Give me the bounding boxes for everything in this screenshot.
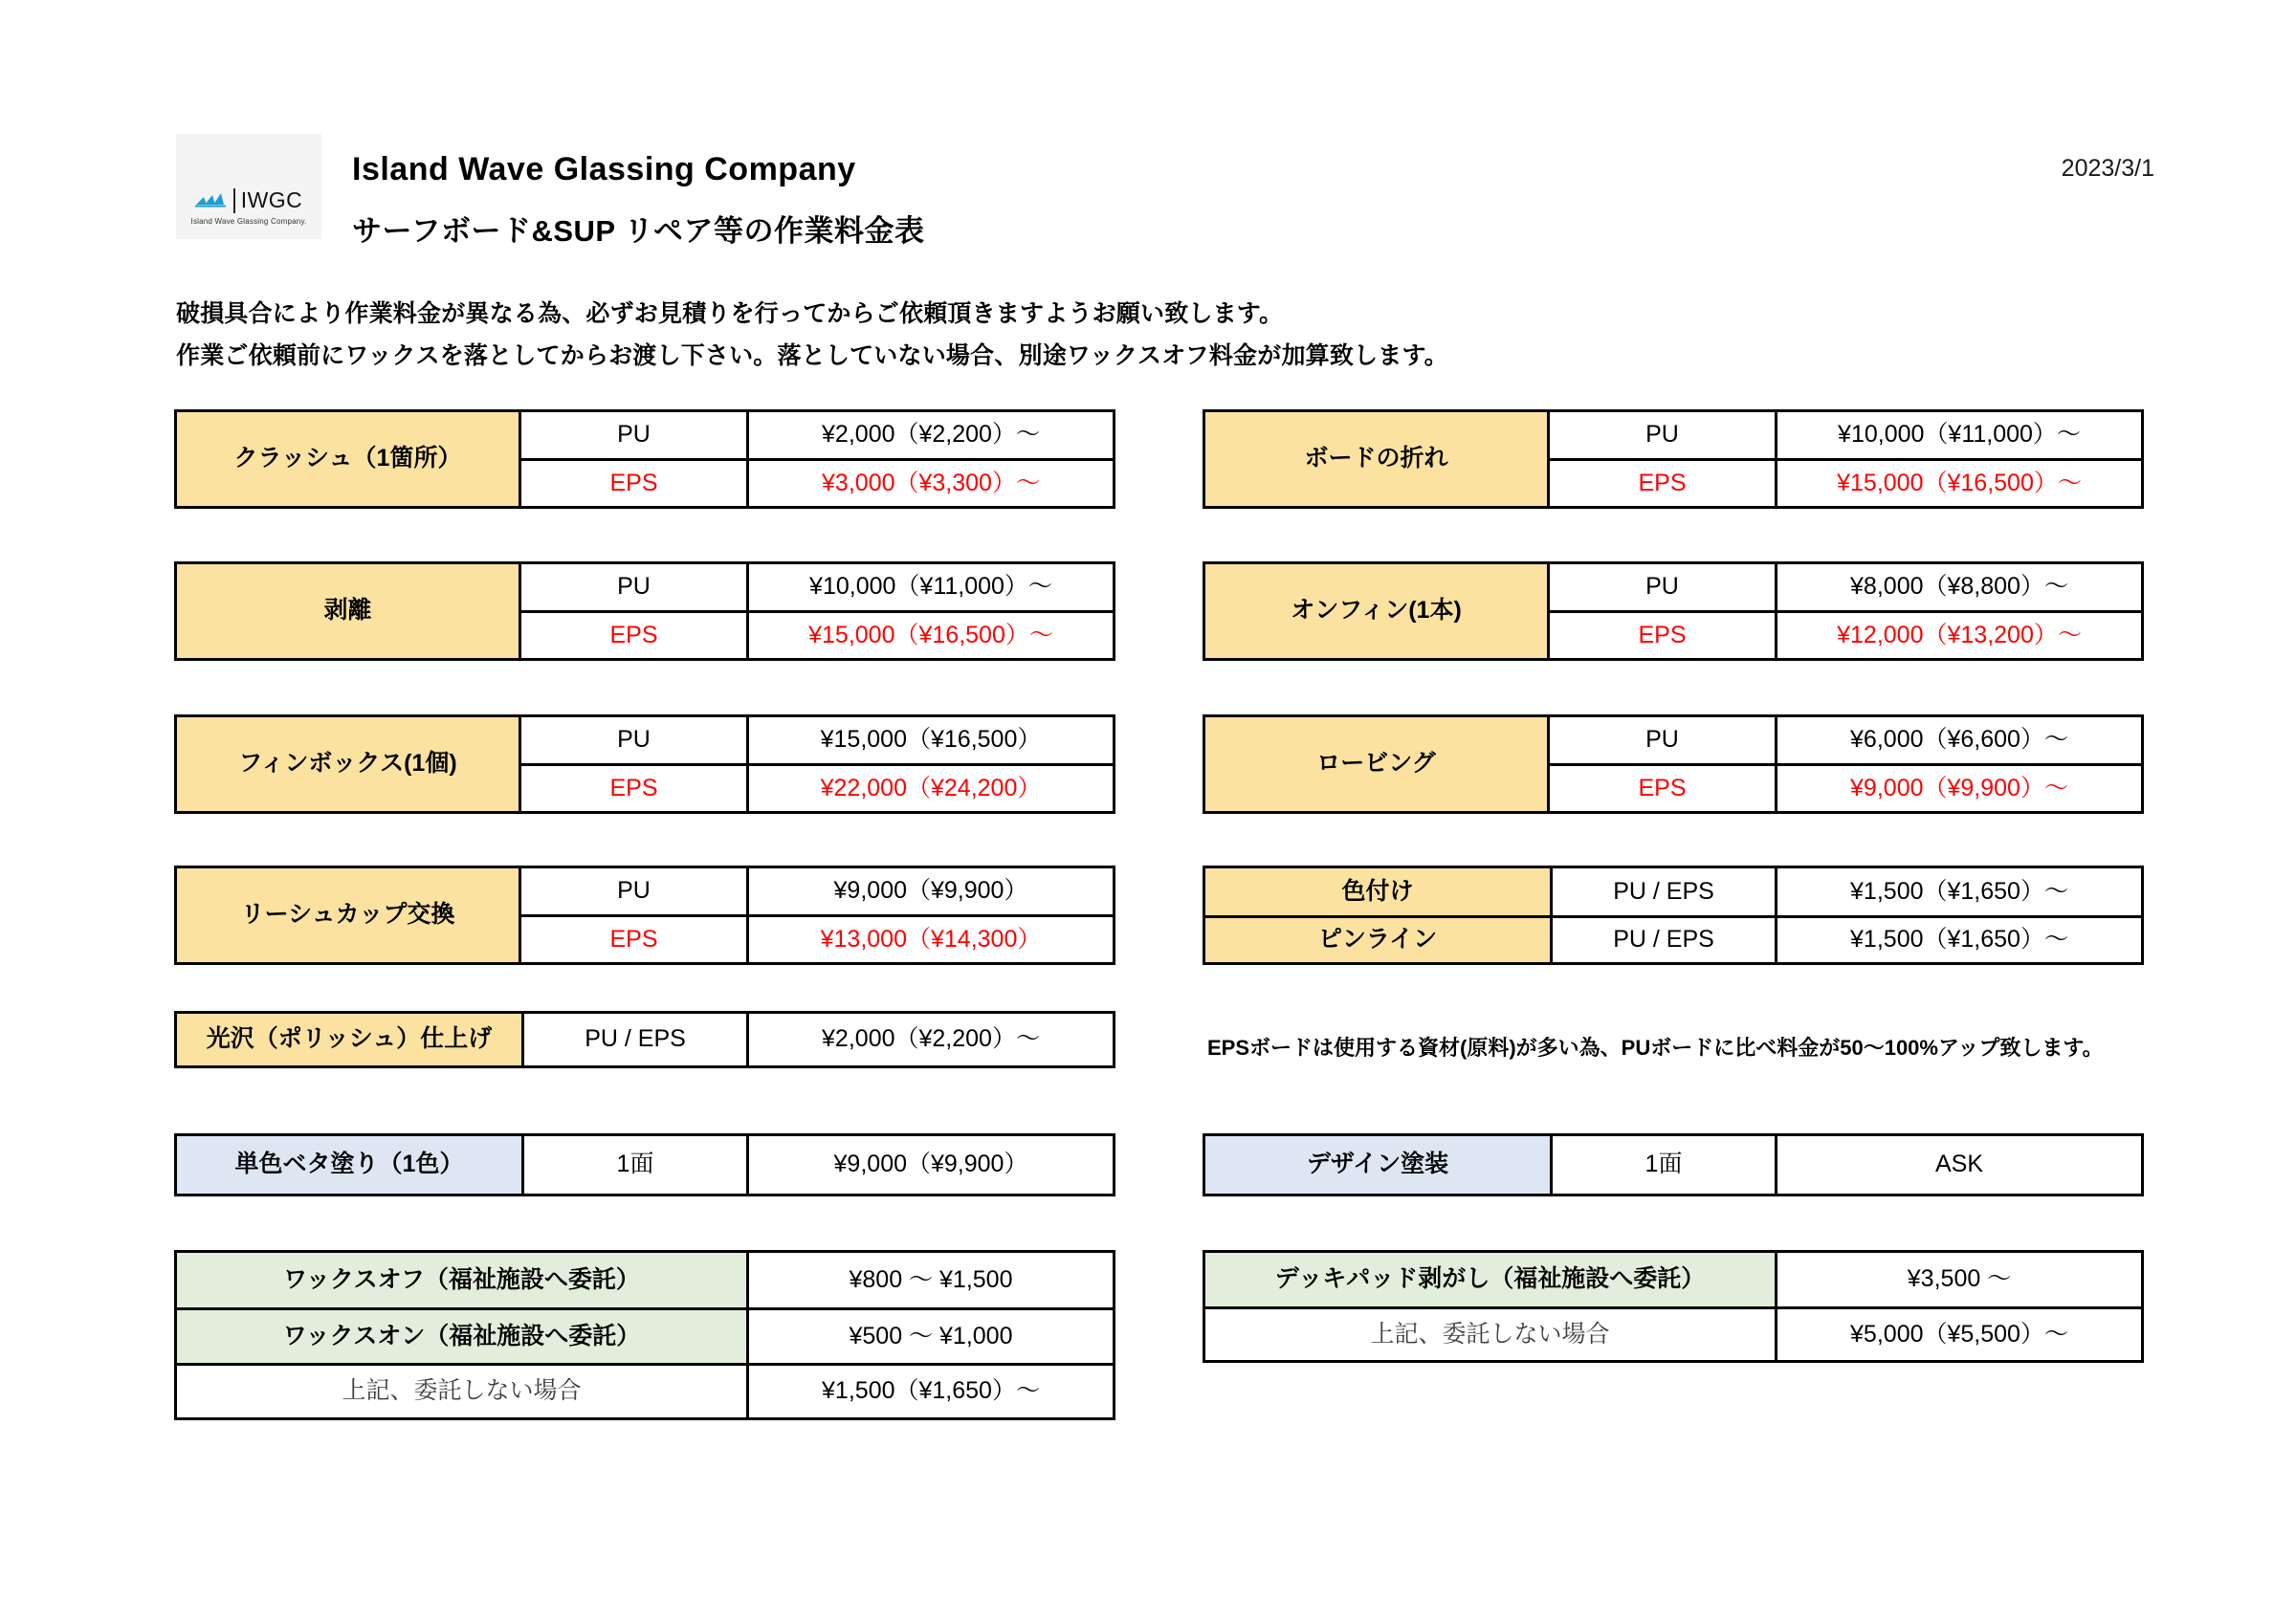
material-type: EPS [1638,621,1687,648]
logo-abbr: IWGC [240,187,303,212]
material-type: PU [1645,573,1679,601]
row-label: オンフィン(1本) [1205,564,1550,658]
price-value: ¥2,000（¥2,200）～ [746,1014,1113,1065]
price-value: ¥2,000（¥2,200）～ [746,412,1113,458]
material-type: EPS [609,925,658,953]
price-block-roving [1203,714,2144,814]
price-value: ¥10,000（¥11,000）～ [746,564,1113,610]
price-value: ¥22,000（¥24,200） [746,766,1113,812]
table-row [521,564,1113,610]
table-row [521,458,1113,507]
row-label: ピンライン [1205,918,1550,962]
price-value: ¥15,000（¥16,500）～ [746,613,1113,659]
price-block-board-break [1203,409,2144,509]
price-block-leash-cup [174,866,1115,965]
price-block-wax [174,1250,1115,1420]
paint-area: 1面 [1550,1136,1775,1194]
price-block-crash [174,409,1115,509]
notice-line-1: 破損具合により作業料金が異なる為、必ずお見積りを行ってからご依頼頂きますようお願い致します。 [176,300,1284,327]
price-block-design-paint [1203,1133,2144,1196]
row-label: デザイン塗装 [1205,1136,1550,1194]
row-label: 上記、委託しない場合 [1370,1320,1610,1348]
table-row [521,914,1113,963]
material-type: PU / EPS [1550,868,1775,915]
price-value: ¥9,000（¥9,900） [746,868,1113,914]
price-value: ¥1,500（¥1,650）～ [1775,868,2141,915]
table-row [177,1253,1113,1307]
table-row-group [1205,412,2141,506]
wave-icon [195,188,228,212]
price-value: ¥800 ～ ¥1,500 [746,1253,1113,1307]
price-value: ¥6,000（¥6,600）～ [1775,717,2141,763]
table-row [1205,868,2141,915]
price-value: ¥9,000（¥9,900）～ [1775,766,2141,812]
price-value: ¥1,500（¥1,650）～ [1775,918,2141,962]
notice-line-2: 作業ご依頼前にワックスを落としてからお渡し下さい。落としていない場合、別途ワックスオフ料金が加算致します。 [176,342,1448,369]
row-label: ボードの折れ [1205,412,1550,506]
eps-surcharge-note: EPSボードは使用する資材(原料)が多い為、PUボードに比べ料金が50～100%アップ致します。 [1207,1036,2104,1060]
price-block-deckpad-removal [1203,1250,2144,1363]
company-logo [176,134,321,239]
price-value: ¥15,000（¥16,500） [746,717,1113,763]
price-value: ¥500 ～ ¥1,000 [746,1310,1113,1362]
material-type: PU [617,573,651,601]
material-type: PU / EPS [521,1014,746,1065]
price-block-coloring [1203,866,2144,965]
price-value: ¥1,500（¥1,650）～ [746,1366,1113,1417]
price-value: ¥5,000（¥5,500）～ [1775,1309,2141,1360]
price-block-polish [174,1011,1115,1068]
table-row [521,412,1113,458]
material-type: EPS [609,774,658,801]
table-row [1205,915,2141,962]
table-row [177,1014,1113,1065]
table-row [1550,763,2141,812]
row-label: 光沢（ポリッシュ）仕上げ [177,1014,521,1065]
table-row [177,1136,1113,1194]
price-block-onfin [1203,561,2144,661]
price-value: ¥12,000（¥13,200）～ [1775,613,2141,659]
price-value: ASK [1775,1136,2141,1194]
row-label: 色付け [1205,868,1550,915]
table-row [1550,458,2141,507]
table-row [521,717,1113,763]
table-row [1550,610,2141,659]
row-label: リーシュカップ交換 [177,868,521,962]
paint-area: 1面 [521,1136,746,1194]
material-type: EPS [1638,774,1687,801]
table-row-group [1205,717,2141,811]
material-type: EPS [609,621,658,648]
price-value: ¥3,500 ～ [1775,1253,2141,1306]
table-row [1205,1306,2141,1360]
price-block-delamination [174,561,1115,661]
row-label: 剥離 [177,564,521,658]
table-row [1205,1136,2141,1194]
table-row [521,763,1113,812]
row-label: ロービング [1205,717,1550,811]
table-row-group [177,717,1113,811]
price-value: ¥8,000（¥8,800）～ [1775,564,2141,610]
logo-divider [233,188,235,213]
row-label: デッキパッド剥がし（福祉施設へ委託） [1205,1253,1775,1306]
table-row [521,610,1113,659]
row-label: 上記、委託しない場合 [342,1377,582,1405]
logo-subtitle: Island Wave Glassing Company. [190,217,307,226]
table-row-group [1205,564,2141,658]
table-row [177,1363,1113,1417]
price-value: ¥10,000（¥11,000）～ [1775,412,2141,458]
material-type: PU / EPS [1550,918,1775,962]
row-label: フィンボックス(1個) [177,717,521,811]
document-header [0,0,2296,277]
material-type: PU [1645,726,1679,754]
table-row-group [177,868,1113,962]
table-row [1550,717,2141,763]
row-label: ワックスオフ（福祉施設へ委託） [177,1253,746,1307]
table-row-group [177,564,1113,658]
price-value: ¥15,000（¥16,500）～ [1775,461,2141,507]
material-type: EPS [609,469,658,496]
page-title: サーフボード&SUP リペア等の作業料金表 [352,214,925,248]
table-row [1550,564,2141,610]
material-type: PU [617,421,651,449]
document-date: 2023/3/1 [2061,155,2154,182]
row-label: クラッシュ（1箇所） [177,412,521,506]
price-block-finbox [174,714,1115,814]
logo-mark [195,187,303,213]
material-type: PU [617,877,651,905]
price-value: ¥9,000（¥9,900） [746,1136,1113,1194]
price-block-solid-paint [174,1133,1115,1196]
table-row [521,868,1113,914]
row-label: 単色ベタ塗り（1色） [177,1136,521,1194]
price-value: ¥13,000（¥14,300） [746,917,1113,963]
company-name: Island Wave Glassing Company [352,151,856,187]
material-type: PU [1645,421,1679,449]
price-value: ¥3,000（¥3,300）～ [746,461,1113,507]
table-row [177,1307,1113,1362]
row-label: ワックスオン（福祉施設へ委託） [177,1310,746,1362]
material-type: EPS [1638,469,1687,496]
table-row [1550,412,2141,458]
material-type: PU [617,726,651,754]
table-row-group [177,412,1113,506]
table-row [1205,1253,2141,1306]
